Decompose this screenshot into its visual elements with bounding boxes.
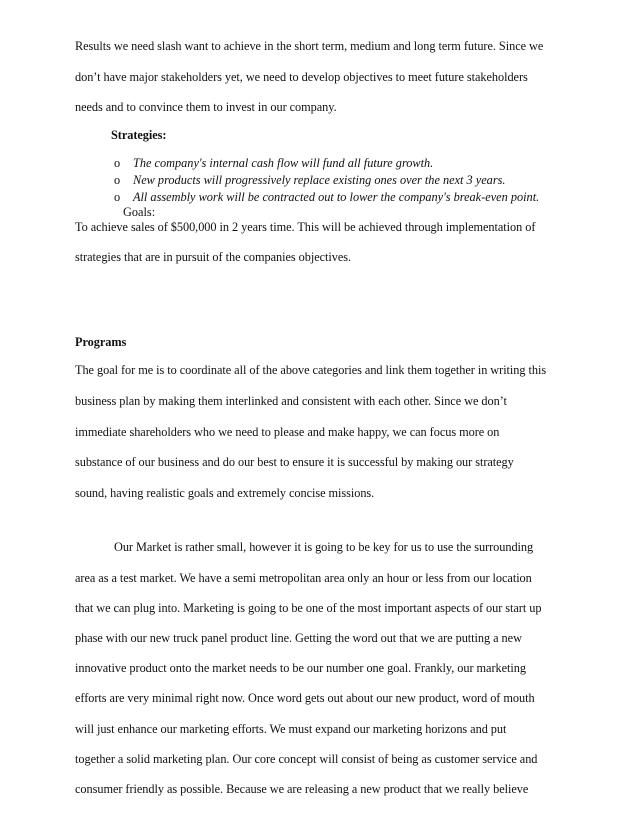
paragraph-line: don’t have major stakeholders yet, we need to develop objectives to meet future stakeholders [75, 70, 528, 84]
paragraph-line: that we can plug into. Marketing is going to be one of the most important aspects of our start up [75, 601, 542, 615]
paragraph-line: consumer friendly as possible. Because we are releasing a new product that we really believe [75, 782, 529, 796]
bullet-marker: o [114, 173, 121, 187]
paragraph-line: The goal for me is to coordinate all of the above categories and link them together in writing this [75, 363, 547, 377]
paragraph-line: To achieve sales of $500,000 in 2 years time. This will be achieved through implementation of [75, 220, 536, 234]
paragraph-line: substance of our business and do our best to ensure it is successful by making our strategy [75, 455, 514, 469]
paragraph-line: innovative product onto the market needs to be our number one goal. Frankly, our marketing [75, 661, 526, 675]
strategy-item: All assembly work will be contracted out to lower the company's break-even point. [133, 190, 540, 204]
paragraph-line: efforts are very minimal right now. Once word gets out about our new product, word of mouth [75, 691, 535, 705]
paragraph-line: will just enhance our marketing efforts. We must expand our marketing horizons and put [75, 722, 507, 736]
goals-heading: Goals: [123, 205, 156, 219]
paragraph-line: immediate shareholders who we need to please and make happy, we can focus more on [75, 425, 500, 439]
bullet-marker: o [114, 156, 121, 170]
paragraph-line: together a solid marketing plan. Our core concept will consist of being as customer service and [75, 752, 538, 766]
paragraph-line: needs and to convince them to invest in our company. [75, 100, 337, 114]
paragraph-line: phase with our new truck panel product line. Getting the word out that we are putting a new [75, 631, 522, 645]
paragraph-line: business plan by making them interlinked and consistent with each other. Since we don’t [75, 394, 507, 408]
strategy-item: The company's internal cash flow will fund all future growth. [133, 156, 434, 170]
programs-heading: Programs [75, 335, 127, 349]
paragraph-line: area as a test market. We have a semi metropolitan area only an hour or less from our location [75, 571, 532, 585]
paragraph-line: sound, having realistic goals and extremely concise missions. [75, 486, 375, 500]
paragraph-line: Our Market is rather small, however it is going to be key for us to use the surrounding [114, 540, 534, 554]
bullet-marker: o [114, 190, 121, 204]
strategy-item: New products will progressively replace existing ones over the next 3 years. [133, 173, 506, 187]
paragraph-line: strategies that are in pursuit of the companies objectives. [75, 250, 352, 264]
strategies-heading: Strategies: [111, 128, 167, 142]
paragraph-line: Results we need slash want to achieve in the short term, medium and long term future. Since we [75, 39, 544, 53]
